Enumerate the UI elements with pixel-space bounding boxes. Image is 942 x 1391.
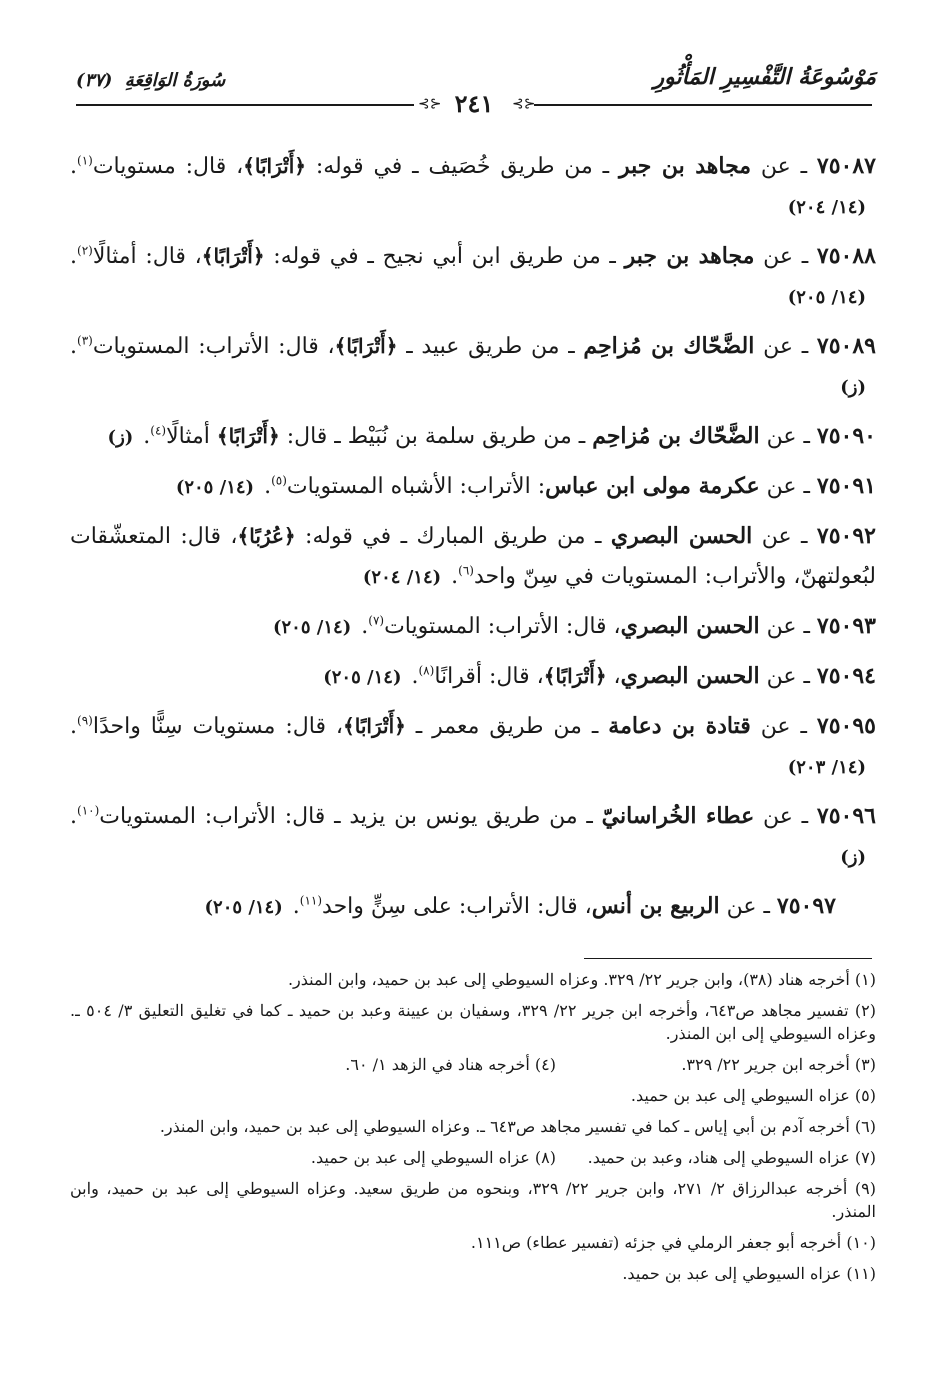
narration-entry [70, 656, 876, 698]
footnote-row [70, 1053, 876, 1076]
narration-entry [70, 516, 876, 598]
narration-list [70, 146, 876, 936]
footnote-marker: (١٠) [77, 803, 100, 818]
entry-number: ٧٥٠٩١ [816, 473, 876, 499]
footnote: (١٠) أخرجه أبو جعفر الرملي في جزئه (تفسير عطاء) ص١١١. [470, 1233, 876, 1252]
footnote-marker: (٤) [150, 423, 167, 438]
footnote: (٦) أخرجه آدم بن أبي إياس ـ كما في تفسير مجاهد ص٦٤٣ ـ. وعزاه السيوطي إلى عبد بن حميد، وابن المنذر. [159, 1117, 876, 1136]
volume-reference: (١٤/ ٢٠٥) [787, 287, 866, 308]
narration-entry [70, 146, 876, 228]
narrator-name: مجاهد بن جبر [618, 153, 752, 179]
entry-chain: ـ من طريق عبيد ـ [397, 334, 584, 359]
quran-word: ﴿أَتْرَابًا﴾ [243, 154, 306, 178]
entry-prefix: ـ عن [754, 804, 817, 829]
entry-tail: . [70, 154, 77, 179]
book-title: مَوْسُوعَةُ التَّفْسِيرِ المَأْثُورِ [653, 64, 876, 90]
surah-name: سُورَةُ الوَاقِعَةِ [124, 70, 226, 91]
quran-word: ﴿أَتْرَابًا﴾ [216, 424, 280, 448]
volume-reference: (ز) [840, 377, 866, 398]
entry-text: ، قال: مستويات سِنًّا واحدًا [92, 714, 344, 739]
narrator-name: الضَّحّاك بن مُزاحِم [592, 423, 760, 449]
header-rule-left [76, 104, 414, 106]
entry-prefix: ـ عن [752, 524, 817, 549]
narrator-name: مجاهد بن جبر [624, 243, 755, 269]
quran-word: ﴿أَتْرَابًا﴾ [334, 334, 398, 358]
narration-entry [70, 236, 876, 318]
footnote-marker: (٧) [368, 613, 385, 628]
volume-reference: (ز) [107, 427, 134, 448]
entry-tail: . [264, 474, 272, 499]
narrator-name: الربيع بن أنس [591, 893, 720, 919]
footnote-row [70, 1146, 876, 1169]
entry-prefix: ـ عن [754, 244, 817, 269]
footnote: (٤) أخرجه هناد في الزهد ١/ ٦٠. [345, 1055, 556, 1074]
entry-number: ٧٥٠٨٧ [816, 153, 876, 179]
footnote: (٣) أخرجه ابن جرير ٢٢/ ٣٢٩. [681, 1055, 876, 1074]
volume-reference: (١٤/ ٢٠٤) [787, 197, 866, 218]
ornament-right-icon: ⊰⊱ [512, 96, 536, 112]
entry-prefix: ـ عن [759, 614, 817, 639]
footnote-marker: (١) [77, 153, 93, 168]
entry-number: ٧٥٠٩٣ [816, 613, 876, 639]
header-rule-right [534, 104, 872, 106]
narration-entry [70, 886, 876, 928]
narration-entry [70, 466, 876, 508]
entry-number: ٧٥٠٨٨ [816, 243, 876, 269]
entry-text: ، قال: أقرانًا [434, 664, 544, 689]
surah-number: (٣٧) [76, 70, 113, 91]
footnote: (١) أخرجه هناد (٣٨)، وابن جرير ٢٢/ ٣٢٩. وعزاه السيوطي إلى عبد بن حميد، وابن المنذر. [287, 970, 876, 989]
entry-tail: . [451, 564, 459, 589]
entry-text: ، قال: الأتراب: المستويات [384, 614, 621, 639]
footnote-marker: (٢) [77, 243, 93, 258]
ornament-left-icon: ⊰⊱ [418, 96, 442, 112]
volume-reference: (ز) [840, 847, 866, 868]
entry-prefix: ـ عن [750, 714, 817, 739]
narrator-name: عكرمة مولى ابن عباس [545, 473, 760, 499]
entry-prefix: ـ عن [754, 334, 817, 359]
entry-tail: . [411, 664, 419, 689]
entry-tail: . [70, 334, 77, 359]
footnote-marker: (٩) [77, 713, 93, 728]
entry-text: ، قال: الأتراب: المستويات [92, 334, 335, 359]
entry-number: ٧٥٠٨٩ [816, 333, 876, 359]
entry-tail: . [361, 614, 369, 639]
entry-text: أمثالًا [166, 424, 217, 449]
entry-chain: ـ من طريق سلمة بن نُبَيْط ـ قال: [279, 424, 593, 449]
entry-prefix: ـ عن [751, 154, 817, 179]
footnote-marker: (٣) [77, 333, 93, 348]
narrator-name: قتادة بن دعامة [608, 713, 751, 739]
narration-entry [70, 606, 876, 648]
entry-prefix: ـ عن [759, 474, 817, 499]
footnote: (٢) تفسير مجاهد ص٦٤٣، وأخرجه ابن جرير ٢٢/ ٣٢٩، وسفيان بن عيينة وعبد بن حميد ـ كما في تغليق التعليق ٣/ ٥٠٤ ـ. وعزاه السيوطي إلى ابن المنذر. [70, 1001, 876, 1043]
volume-reference: (١٤/ ٢٠٥) [272, 617, 352, 638]
footnote-marker: (١١) [299, 893, 323, 908]
entry-number: ٧٥٠٩٧ [776, 893, 836, 919]
entry-number: ٧٥٠٩٠ [816, 423, 876, 449]
footnote: (١١) عزاه السيوطي إلى عبد بن حميد. [622, 1264, 876, 1283]
entry-tail: . [143, 424, 151, 449]
entry-number: ٧٥٠٩٤ [816, 663, 876, 689]
entry-text: ، قال: أمثالًا [92, 244, 202, 269]
narration-entry [70, 416, 876, 458]
quran-word: ﴿أَتْرَابًا﴾ [343, 714, 406, 738]
footnote-separator [584, 958, 872, 959]
narrator-name: الحسن البصري [620, 613, 760, 639]
quran-word: ﴿أَتْرَابًا﴾ [543, 664, 607, 688]
entry-text: ، قال: مستويات [92, 154, 244, 179]
entry-number: ٧٥٠٩٥ [816, 713, 876, 739]
entry-chain: ـ من طريق ابن أبي نجيح ـ في قوله: [264, 244, 625, 269]
entry-prefix: ـ عن [759, 664, 817, 689]
narrator-name: الحسن البصري [610, 523, 753, 549]
page-number: ٢٤١ [454, 89, 494, 118]
entry-tail: . [70, 714, 77, 739]
entry-chain: ـ من طريق المبارك ـ في قوله: [295, 524, 611, 549]
narration-entry [70, 796, 876, 878]
volume-reference: (١٤/ ٢٠٤) [362, 567, 442, 588]
volume-reference: (١٤/ ٢٠٥) [323, 667, 402, 688]
quran-word: ﴿أَتْرَابًا﴾ [201, 244, 265, 268]
volume-reference: (١٤/ ٢٠٥) [175, 477, 255, 498]
entry-text: ، قال: الأتراب: على سِنٍّ واحد [322, 894, 592, 919]
footnote: (٩) أخرجه عبدالرزاق ٢/ ٢٧١، وابن جرير ٢٢/ ٣٢٩، وبنحوه من طريق سعيد. وعزاه السيوطي إلى عبد بن حميد، وابن المنذر. [70, 1179, 876, 1221]
narrator-name: الضَّحّاك بن مُزاحِم [583, 333, 755, 359]
footnote-marker: (٨) [418, 663, 435, 678]
footnotes [70, 968, 876, 1293]
entry-tail: . [70, 804, 77, 829]
entry-prefix: ـ عن [759, 424, 817, 449]
entry-text: ، قال: المتعشّقات لبُعولتهنّ، والأتراب: المستويات في سِنّ واحد [70, 524, 876, 589]
footnote: (٥) عزاه السيوطي إلى عبد بن حميد. [630, 1086, 876, 1105]
narration-entry [70, 706, 876, 788]
footnote-marker: (٥) [271, 473, 287, 488]
entry-prefix: ـ عن [719, 894, 777, 919]
surah-header [76, 70, 225, 91]
entry-tail: . [292, 894, 300, 919]
entry-text: ـ من طريق يونس بن يزيد ـ قال: الأتراب: المستويات [99, 804, 602, 829]
footnote-marker: (٦) [458, 563, 474, 578]
entry-text: : الأتراب: الأشباه المستويات [286, 474, 546, 499]
narrator-name: الحسن البصري [620, 663, 760, 689]
entry-number: ٧٥٠٩٢ [816, 523, 876, 549]
entry-chain: ـ من طريق معمر ـ [405, 714, 609, 739]
footnote: (٨) عزاه السيوطي إلى عبد بن حميد. [310, 1148, 556, 1167]
narrator-name: عطاء الخُراسانيّ [601, 803, 755, 829]
volume-reference: (١٤/ ٢٠٣) [787, 757, 866, 778]
footnote: (٧) عزاه السيوطي إلى هناد، وعبد بن حميد. [587, 1148, 876, 1167]
entry-tail: . [70, 244, 77, 269]
quran-word: ﴿عُرُبًا﴾ [237, 524, 296, 548]
entry-number: ٧٥٠٩٦ [816, 803, 876, 829]
narration-entry [70, 326, 876, 408]
volume-reference: (١٤/ ٢٠٥) [204, 897, 283, 918]
entry-chain: ـ من طريق خُصَيف ـ في قوله: [305, 154, 619, 179]
entry-chain: ، [606, 664, 621, 689]
